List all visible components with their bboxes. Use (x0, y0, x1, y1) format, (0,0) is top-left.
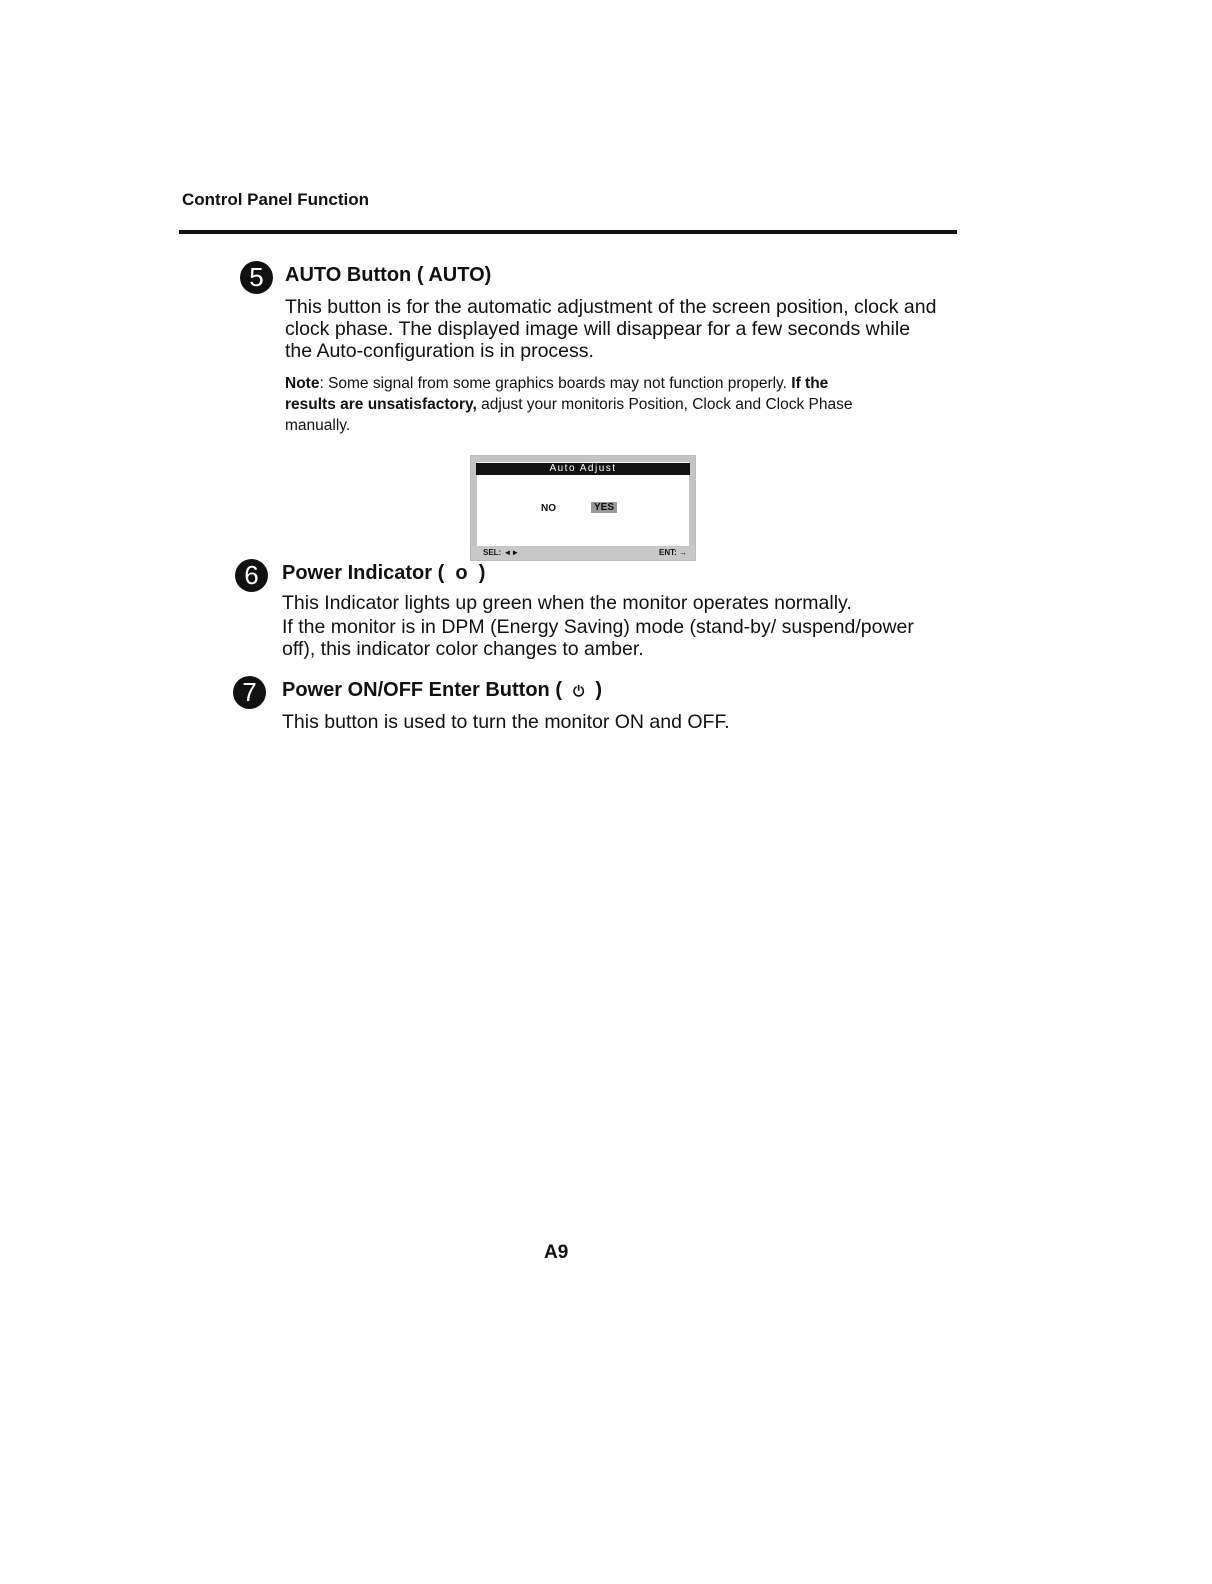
section-body-line: off), this indicator color changes to amber. (282, 638, 644, 660)
section-body-line: This Indicator lights up green when the monitor operates normally. (282, 592, 852, 614)
power-button-icon: ⏻ (573, 683, 585, 699)
section-title-power-button (282, 679, 602, 702)
section-title-auto-button (285, 264, 491, 287)
section-title-close: ) (484, 264, 492, 286)
note-line-1: Note: Some signal from some graphics boards may not function properly. If the (285, 375, 829, 392)
section-number-7: 7 (233, 676, 266, 709)
section-number-6: 6 (235, 559, 268, 592)
osd-title: Auto Adjust (476, 463, 690, 475)
note-label: Note (285, 375, 320, 392)
osd-no-option: NO (541, 503, 556, 514)
header-rule (179, 230, 957, 234)
section-title-close: ) (595, 679, 602, 701)
section-body-line: This button is for the automatic adjustment of the screen position, clock and (285, 296, 937, 318)
osd-footer-enter: ENT: → (659, 548, 687, 557)
section-body-line: the Auto-configuration is in process. (285, 340, 594, 362)
section-title-close: ) (478, 562, 486, 584)
osd-footer (471, 546, 695, 560)
osd-frame-top (471, 456, 695, 462)
page-number: A9 (544, 1242, 569, 1263)
note-line-3: manually. (285, 417, 351, 434)
section-body-line: This button is used to turn the monitor ON and OFF. (282, 711, 730, 733)
section-title-text: Power ON/OFF Enter Button ( (282, 679, 562, 701)
power-indicator-symbol: o (455, 562, 468, 584)
auto-symbol: AUTO (428, 264, 485, 286)
osd-yes-option: YES (591, 502, 617, 513)
osd-footer-select: SEL: ◄► (483, 548, 520, 557)
section-title-power-indicator (282, 562, 485, 585)
note-line-2: results are unsatisfactory, adjust your monitoris Position, Clock and Clock Phase (285, 396, 853, 413)
section-number-5: 5 (240, 261, 273, 294)
note-block (285, 373, 852, 436)
section-body-line: clock phase. The displayed image will disappear for a few seconds while (285, 318, 911, 340)
section-body-line: If the monitor is in DPM (Energy Saving) mode (stand-by/ suspend/power (282, 616, 914, 638)
auto-adjust-osd-image (470, 455, 696, 561)
section-title-text: Power Indicator ( (282, 562, 445, 584)
header-title: Control Panel Function (182, 190, 369, 209)
section-title-text: AUTO Button ( (285, 264, 424, 286)
